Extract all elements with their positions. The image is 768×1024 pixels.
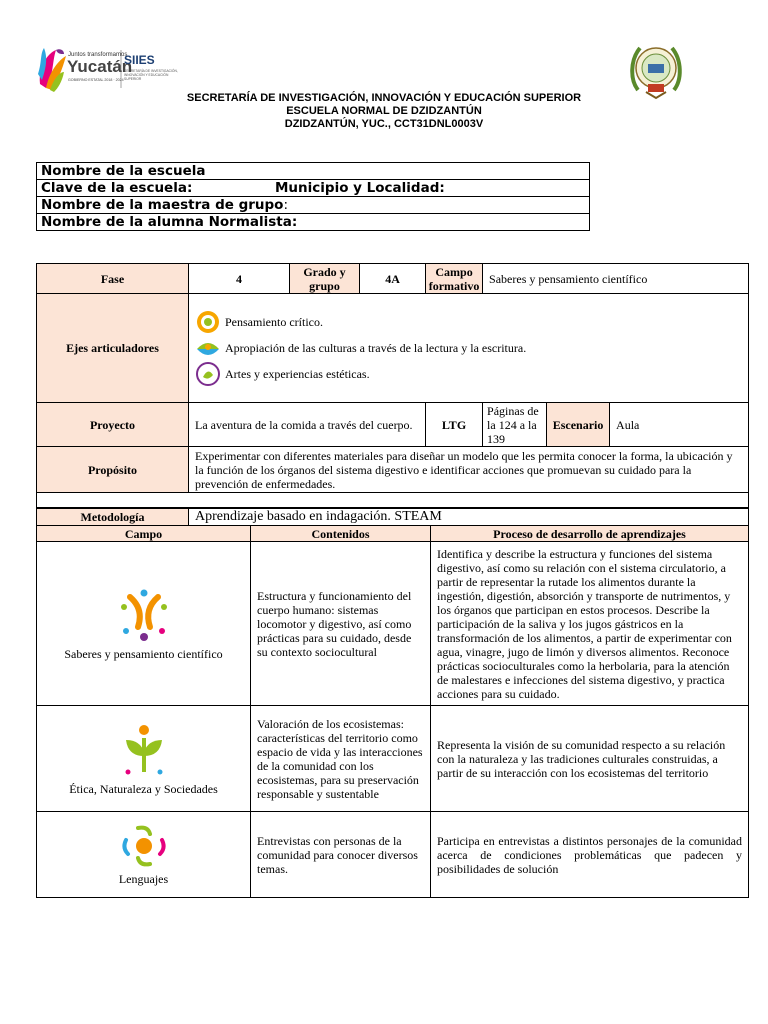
proceso-cell: Participa en entrevistas a distintos personajes de la comunidad acerca de condiciones problemáticas que padecen y posibilidades de solución	[431, 812, 749, 898]
school-key-field[interactable]: Clave de la escuela: Municipio y Localidad:	[37, 180, 590, 197]
grado-value: 4A	[360, 264, 426, 294]
proyecto-value: La aventura de la comida a través del cuerpo.	[189, 403, 426, 447]
arts-icon	[195, 361, 221, 387]
escenario-label: Escenario	[547, 403, 610, 447]
eje-item: Artes y experiencias estéticas.	[195, 361, 742, 387]
proceso-cell: Representa la visión de su comunidad respecto a su relación con la naturaleza y las tradiciones culturales construidas, a partir de su interacción con los ecosistemas del territorio	[431, 706, 749, 812]
svg-text:SUPERIOR: SUPERIOR	[124, 77, 142, 81]
spacer-row	[37, 493, 749, 508]
proceso-cell: Identifica y describe la estructura y funciones del sistema digestivo, así como su relación con el sistema circulatorio, a partir de representar la rutade los alimentos durante la ingestión, digestión, absorción y transporte de nutrimentos, y los órganos que participan en estos procesos. Describe la participación de la saliva y los jugos gástricos en la transformación de los alimentos, a partir de experimentar con agua, vinagre, jugo de limón y diversos alimentos. Reconoce prácticas socioculturales como la herbolaria, para la atención de malestares e infecciones del sistema digestivo, y practica acciones para su cuidado.	[431, 542, 749, 706]
proceso-column-header: Proceso de desarrollo de aprendizajes	[431, 526, 749, 542]
metodologia-label: Metodología	[37, 509, 189, 526]
campo-cell: Saberes y pensamiento científico	[37, 542, 251, 706]
cultures-reading-icon	[195, 335, 221, 361]
etica-icon	[118, 722, 170, 778]
learning-table	[36, 508, 749, 898]
header-secretaria: SECRETARÍA DE INVESTIGACIÓN, INNOVACIÓN Y EDUCACIÓN SUPERIOR	[186, 92, 582, 104]
yucatan-flower-icon	[38, 48, 66, 92]
plan-table	[36, 263, 749, 508]
svg-text:INNOVACIÓN Y EDUCACIÓN: INNOVACIÓN Y EDUCACIÓN	[124, 73, 169, 77]
ltg-label: LTG	[426, 403, 483, 447]
svg-text:SECRETARÍA DE INVESTIGACIÓN,: SECRETARÍA DE INVESTIGACIÓN,	[124, 69, 178, 73]
school-seal-icon	[628, 40, 684, 100]
institution-header	[0, 92, 768, 131]
header-escuela: ESCUELA NORMAL DE DZIDZANTÚN	[286, 105, 482, 117]
svg-text:Juntos transformamos: Juntos transformamos	[68, 52, 128, 58]
table-row	[37, 812, 749, 898]
svg-text:Yucatán: Yucatán	[67, 57, 133, 76]
campo-formativo-value: Saberes y pensamiento científico	[483, 264, 749, 294]
proposito-label: Propósito	[37, 447, 189, 493]
contenido-cell: Estructura y funcionamiento del cuerpo humano: sistemas locomotor y digestivo, así como prácticas para su cuidado, desde su contexto sociocultural	[251, 542, 431, 706]
eje-item: Pensamiento crítico.	[195, 309, 742, 335]
contenido-cell: Entrevistas con personas de la comunidad para conocer diversos temas.	[251, 812, 431, 898]
paginas-value: Páginas de la 124 a la 139	[483, 403, 547, 447]
school-name-field[interactable]: Nombre de la escuela	[37, 163, 590, 180]
contenidos-column-header: Contenidos	[251, 526, 431, 542]
fase-label: Fase	[37, 264, 189, 294]
escenario-value: Aula	[610, 403, 749, 447]
ejes-label: Ejes articuladores	[37, 294, 189, 403]
student-name-field[interactable]: Nombre de la alumna Normalista:	[37, 214, 590, 231]
campo-column-header: Campo	[37, 526, 251, 542]
school-info-box	[36, 162, 590, 231]
teacher-name-field[interactable]: Nombre de la maestra de grupo:	[37, 197, 590, 214]
yucatan-siies-logo	[36, 44, 186, 96]
table-row	[37, 706, 749, 812]
fase-value: 4	[189, 264, 290, 294]
contenido-cell: Valoración de los ecosistemas: características del territorio como espacio de vida y las interacciones de la comunidad con los ecosistemas, para su preservación responsable y sustentable	[251, 706, 431, 812]
campo-cell: Ética, Naturaleza y Sociedades	[37, 706, 251, 812]
svg-text:GOBIERNO ESTATAL 2018 · 2024: GOBIERNO ESTATAL 2018 · 2024	[68, 78, 124, 82]
svg-text:SIIES: SIIES	[124, 53, 155, 67]
proyecto-label: Proyecto	[37, 403, 189, 447]
lenguajes-icon	[120, 824, 168, 868]
proposito-value: Experimentar con diferentes materiales para diseñar un modelo que les permita conocer la forma, la ubicación y la función de los órganos del sistema digestivo e identificar acciones que promuevan su cuidado para la prevención de enfermedades.	[189, 447, 749, 493]
metodologia-value: Aprendizaje basado en indagación. STEAM	[189, 509, 749, 526]
header-direccion: DZIDZANTÚN, YUC., CCT31DNL0003V	[284, 118, 484, 130]
critical-thinking-icon	[195, 309, 221, 335]
grado-label: Grado y grupo	[290, 264, 360, 294]
eje-item: Apropiación de las culturas a través de la lectura y la escritura.	[195, 335, 742, 361]
campo-cell: Lenguajes	[37, 812, 251, 898]
campo-formativo-label: Campo formativo	[426, 264, 483, 294]
ejes-list	[189, 294, 749, 403]
table-row	[37, 542, 749, 706]
saberes-icon	[112, 587, 176, 643]
